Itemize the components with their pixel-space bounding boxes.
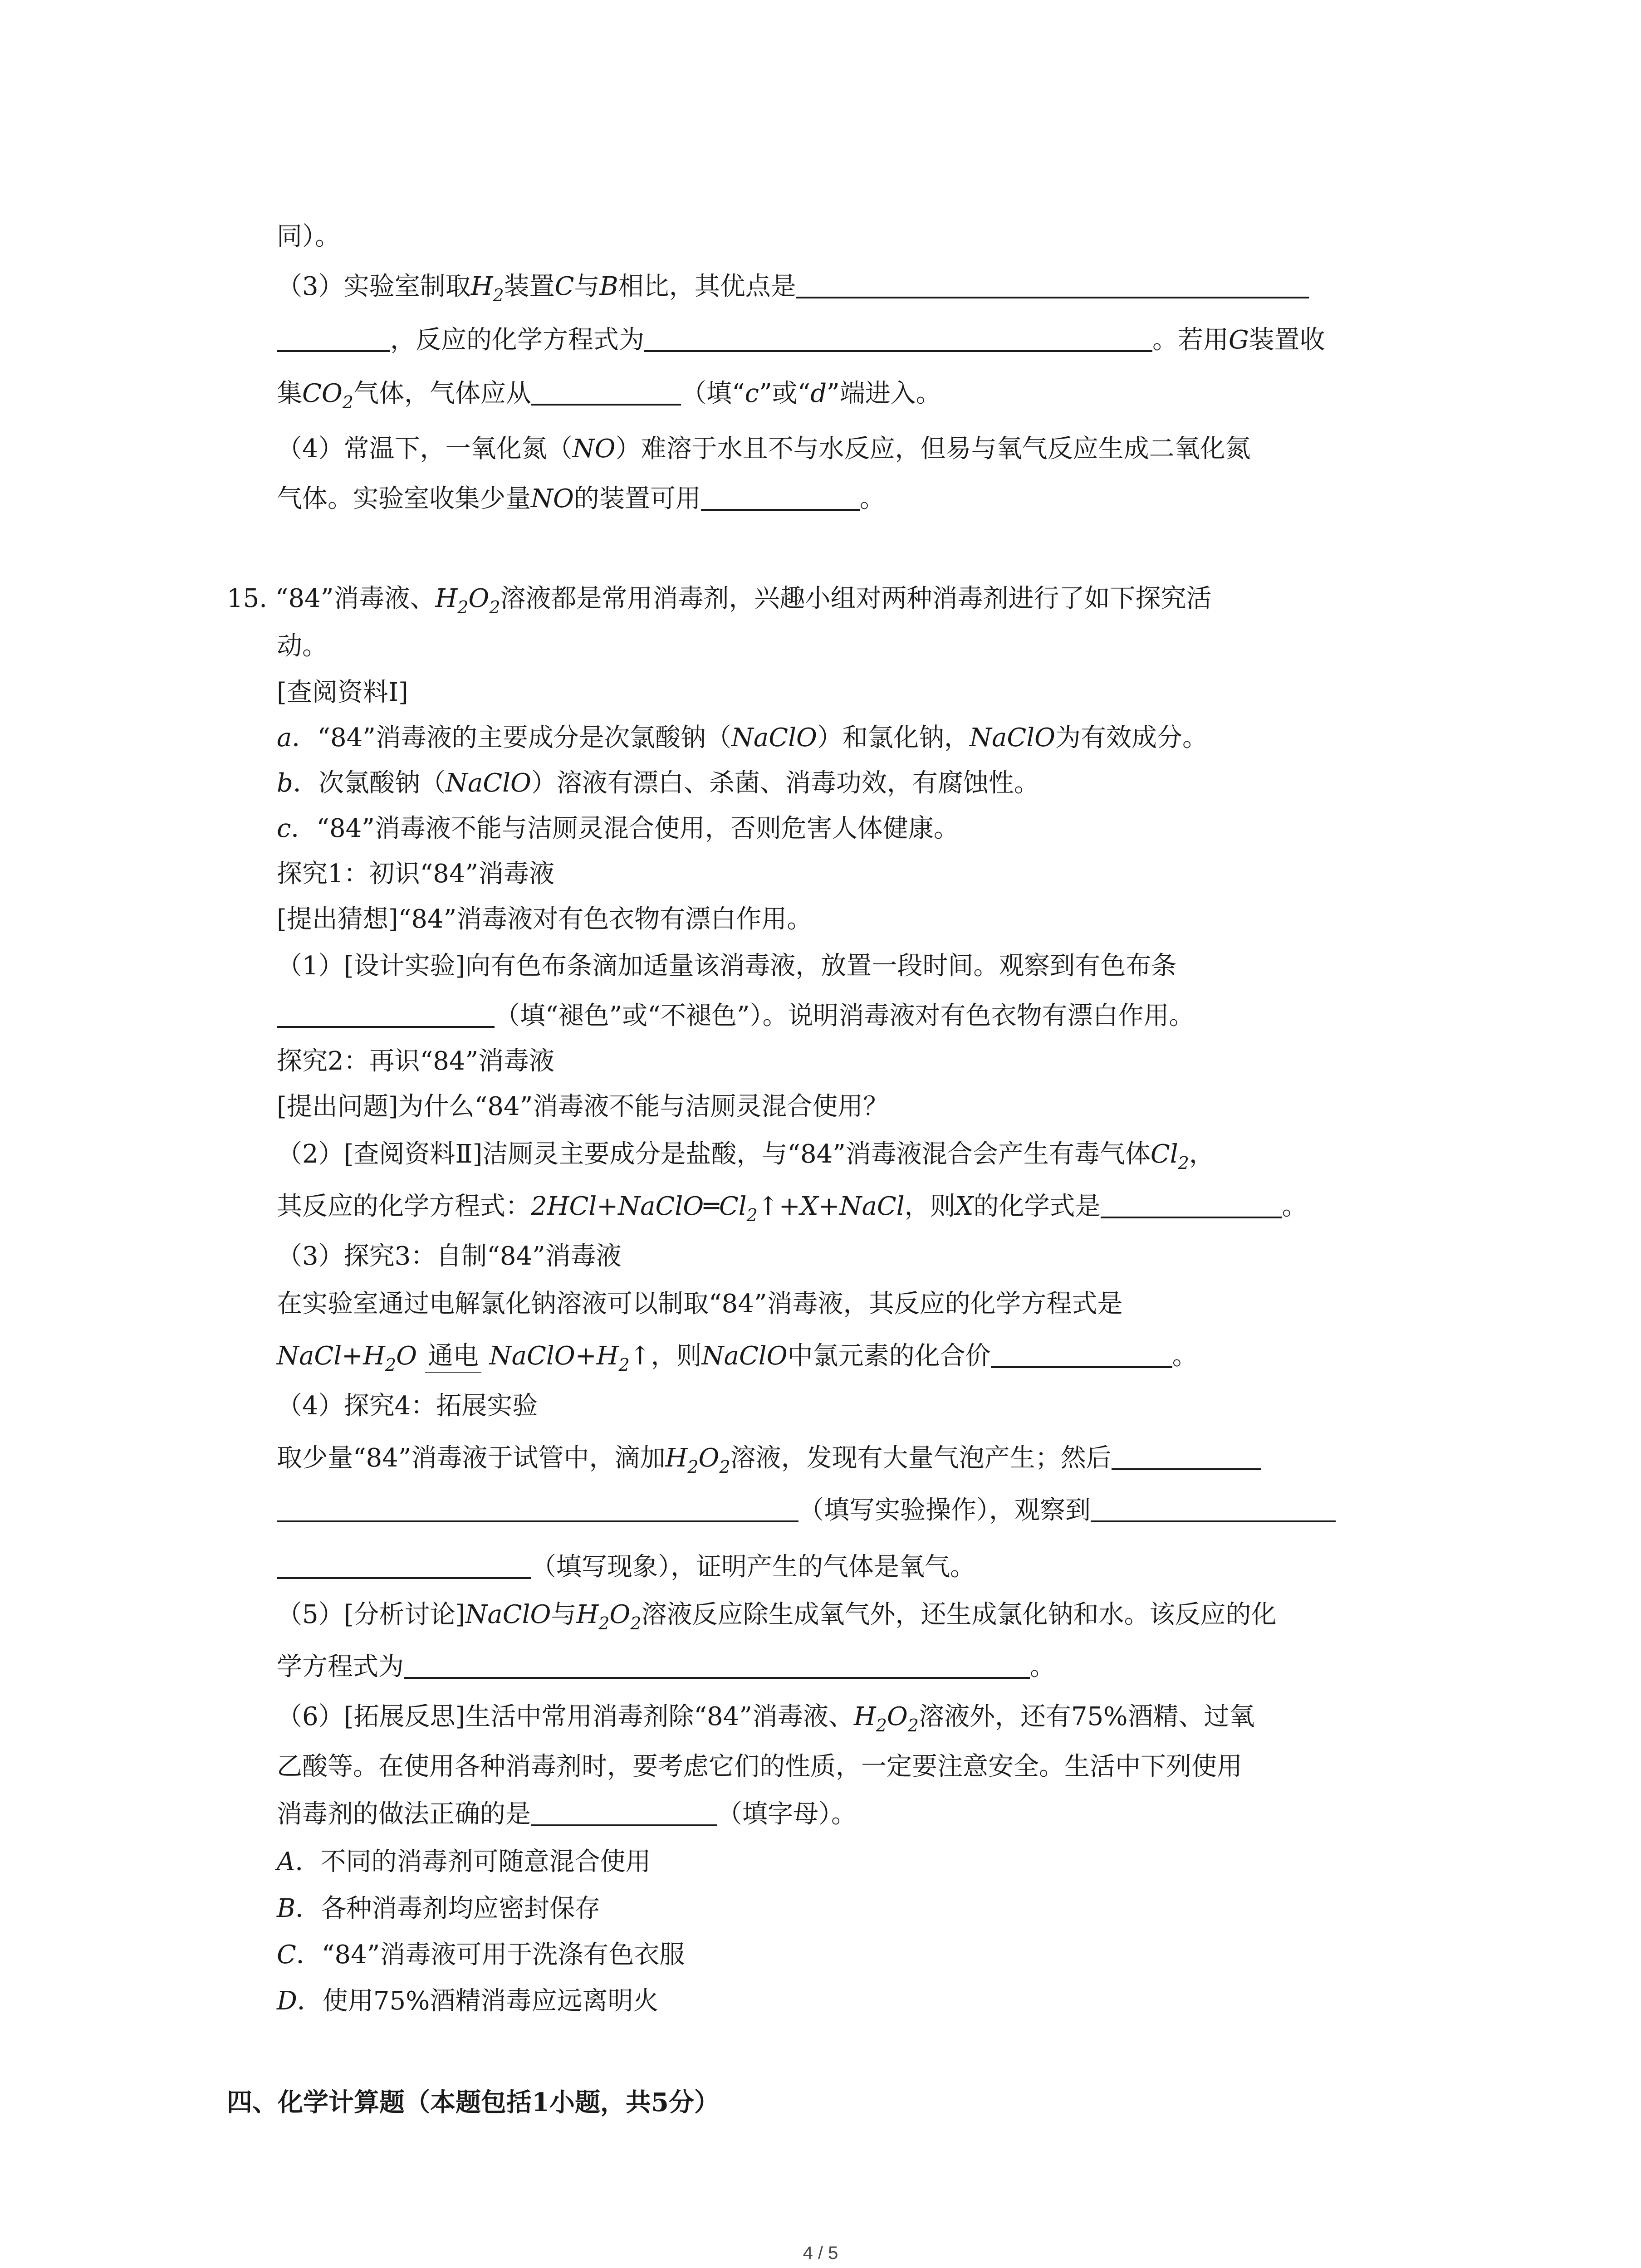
- answer-blank[interactable]: [1101, 1189, 1282, 1218]
- text-run: ，: [1189, 1139, 1215, 1169]
- text-run: B: [599, 272, 618, 301]
- text-run: 。: [1030, 1652, 1055, 1681]
- text-run: c: [277, 814, 291, 843]
- text-run: NaClO: [731, 723, 817, 753]
- text-run: （3）实验室制取: [277, 272, 471, 301]
- text-run: 的装置可用: [573, 484, 701, 513]
- answer-blank[interactable]: [1091, 1493, 1336, 1522]
- text-run: 溶液都是常用消毒剂，兴趣小组对两种消毒剂进行了如下探究活: [500, 584, 1212, 613]
- text-run: 15. “84”消毒液、: [227, 584, 436, 613]
- text-run: 溶液反应除生成氧气外，还生成氯化钠和水。该反应的化: [641, 1600, 1277, 1629]
- text-run: 集: [277, 379, 302, 408]
- text-run: 2: [342, 392, 353, 412]
- text-run: 通电: [425, 1341, 481, 1373]
- text-line: [277, 472, 1641, 526]
- answer-blank[interactable]: [277, 323, 390, 352]
- answer-blank[interactable]: [277, 1550, 531, 1579]
- text-run: NaClO: [465, 1600, 551, 1629]
- text-run: 。若用: [1152, 325, 1229, 355]
- answer-blank[interactable]: [644, 323, 1152, 352]
- text-run: X: [955, 1192, 974, 1221]
- text-line: [277, 1329, 1641, 1383]
- section-heading: [227, 2075, 1641, 2130]
- text-run: （填“褪色”或“不褪色”）。说明消毒液对有色衣物有漂白作用。: [495, 1001, 1195, 1031]
- text-run: 2: [385, 1355, 397, 1375]
- text-run: c: [745, 379, 759, 408]
- text-run: 与: [551, 1600, 577, 1629]
- text-run: ↑，则: [629, 1341, 702, 1371]
- text-run: （6）[拓展反思]生活中常用消毒剂除“84”消毒液、: [277, 1702, 854, 1731]
- text-run: NaClO+H: [489, 1341, 619, 1371]
- text-run: （2）[查阅资料Ⅱ]洁厕灵主要成分是盐酸，与“84”消毒液混合会产生有毒气体: [277, 1139, 1151, 1169]
- text-run: O: [396, 1341, 417, 1371]
- answer-blank[interactable]: [277, 999, 495, 1028]
- text-run: ．使用75%酒精消毒应远离明火: [297, 1986, 659, 2016]
- text-run: （3）探究3：自制“84”消毒液: [277, 1242, 622, 1271]
- answer-blank[interactable]: [531, 1797, 717, 1826]
- text-run: O: [887, 1702, 908, 1731]
- text-run: D: [277, 1986, 297, 2016]
- text-run: 动。: [277, 631, 328, 661]
- text-line: [277, 210, 1641, 264]
- text-run: （填“: [681, 379, 745, 408]
- text-run: （4）探究4：拓展实验: [277, 1391, 538, 1421]
- text-run: ．“84”消毒液的主要成分是次氯酸钠（: [292, 723, 731, 753]
- text-run: ．各种消毒剂均应密封保存: [295, 1894, 601, 1923]
- text-run: 。: [1172, 1341, 1198, 1371]
- text-run: [提出猜想]“84”消毒液对有色衣物有漂白作用。: [277, 904, 813, 934]
- text-run: [查阅资料Ⅰ]: [277, 678, 408, 707]
- text-run: 同）。: [277, 222, 340, 251]
- text-run: 2: [719, 1457, 730, 1477]
- answer-blank[interactable]: [991, 1339, 1172, 1368]
- text-run: ．不同的消毒剂可随意混合使用: [295, 1847, 651, 1877]
- text-run: ”端进入。: [827, 379, 941, 408]
- text-run: H: [470, 272, 493, 301]
- answer-blank[interactable]: [701, 482, 860, 511]
- answer-blank[interactable]: [531, 376, 681, 406]
- text-run: ．“84”消毒液不能与洁厕灵混合使用，否则危害人体健康。: [291, 814, 959, 843]
- text-run: 2: [1178, 1153, 1189, 1173]
- text-run: 的化学式是: [973, 1192, 1101, 1221]
- text-run: 2: [457, 597, 469, 617]
- text-run: CO: [302, 379, 343, 408]
- text-line: [277, 1540, 1641, 1594]
- text-run: 2: [687, 1457, 699, 1477]
- text-line: [277, 1431, 1641, 1486]
- text-run: 2: [746, 1205, 758, 1225]
- text-run: H: [853, 1702, 876, 1731]
- text-run: ）和氯化钠，: [817, 723, 970, 753]
- text-run: 四、化学计算题（本题包括1小题，共5分）: [227, 2087, 720, 2117]
- text-line: [277, 1690, 1641, 1744]
- text-run: ”或“: [759, 379, 811, 408]
- text-line: [277, 313, 1641, 367]
- answer-blank[interactable]: [277, 1493, 798, 1522]
- text-line: [277, 1787, 1641, 1842]
- text-line: [277, 1179, 1641, 1234]
- text-run: （4）常温下，一氧化氮（: [277, 434, 573, 464]
- text-run: C: [277, 1940, 296, 1970]
- text-run: B: [277, 1894, 296, 1923]
- text-run: 为有效成分。: [1055, 723, 1208, 753]
- text-run: a: [277, 723, 292, 753]
- text-run: 相比，其优点是: [618, 272, 796, 301]
- text-run: NaClO: [969, 723, 1056, 753]
- text-run: 装置收: [1249, 325, 1325, 355]
- text-line: [277, 1588, 1641, 1642]
- question-14-3: [277, 259, 1641, 314]
- page-number: 4 / 5: [803, 2243, 838, 2263]
- text-run: G: [1229, 325, 1249, 355]
- answer-blank[interactable]: [404, 1650, 1030, 1679]
- text-run: O: [468, 584, 490, 613]
- text-run: H: [665, 1443, 688, 1473]
- text-run: 2: [618, 1355, 630, 1375]
- text-run: 其反应的化学方程式：: [277, 1192, 531, 1221]
- text-run: ）难溶于水且不与水反应，但易与氧气反应生成二氧化氮: [615, 434, 1251, 464]
- text-run: 消毒剂的做法正确的是: [277, 1799, 531, 1829]
- text-run: 溶液，发现有大量气泡产生；然后: [730, 1443, 1112, 1473]
- text-run: H: [435, 584, 458, 613]
- text-run: 气体，气体应从: [353, 379, 531, 408]
- text-run: 乙酸等。在使用各种消毒剂时，要考虑它们的性质，一定要注意安全。生活中下列使用: [277, 1752, 1242, 1781]
- text-line: [277, 1229, 1641, 1284]
- text-run: 装置: [504, 272, 555, 301]
- text-line: [277, 1379, 1641, 1433]
- option-d: [277, 1974, 1641, 2028]
- text-run: 气体。实验室收集少量: [277, 484, 531, 513]
- text-run: O: [698, 1443, 720, 1473]
- text-run: （填字母）。: [717, 1799, 857, 1829]
- text-run: NO: [531, 484, 574, 513]
- text-run: 2: [876, 1716, 887, 1735]
- option-a: [277, 1835, 1641, 1889]
- answer-blank[interactable]: [1112, 1441, 1261, 1470]
- text-line: [277, 892, 1641, 947]
- text-run: NO: [572, 434, 616, 464]
- text-run: 。: [1282, 1192, 1308, 1221]
- text-run: ．次氯酸钠（: [293, 768, 446, 798]
- text-run: 。: [859, 484, 885, 513]
- text-run: 学方程式为: [277, 1652, 404, 1681]
- text-run: 2: [598, 1613, 610, 1633]
- text-run: 探究1：初识“84”消毒液: [277, 859, 555, 889]
- text-run: d: [810, 379, 827, 408]
- text-run: ，反应的化学方程式为: [390, 325, 644, 355]
- text-run: （填写实验操作），观察到: [798, 1496, 1091, 1525]
- text-run: 与: [574, 272, 600, 301]
- text-run: A: [277, 1847, 295, 1877]
- text-line: [277, 1483, 1641, 1538]
- question-14-4: [277, 422, 1641, 476]
- text-run: 2: [630, 1613, 642, 1633]
- text-run: （填写现象），证明产生的气体是氧气。: [531, 1552, 975, 1582]
- question-15-stem: [227, 572, 1641, 626]
- text-line: [277, 1127, 1641, 1182]
- text-run: C: [554, 272, 574, 301]
- text-run: 2: [907, 1716, 919, 1735]
- text-run: NaCl+H: [277, 1341, 385, 1371]
- text-run: b: [277, 768, 293, 798]
- text-run: 2: [493, 285, 504, 305]
- text-run: 2: [489, 597, 500, 617]
- text-run: ，则: [904, 1192, 955, 1221]
- text-run: O: [609, 1600, 631, 1629]
- text-run: 取少量“84”消毒液于试管中，滴加: [277, 1443, 666, 1473]
- text-run: 中氯元素的化合价: [787, 1341, 991, 1371]
- text-run: H: [576, 1600, 599, 1629]
- text-line: [277, 1740, 1641, 1794]
- text-run: NaClO: [701, 1341, 788, 1371]
- text-run: NaClO: [445, 768, 531, 798]
- text-run: （1）[设计实验]向有色布条滴加适量该消毒液，放置一段时间。观察到有色布条: [277, 951, 1177, 981]
- text-run: ↑+X+NaCl: [757, 1192, 905, 1221]
- text-run: 探究2：再识“84”消毒液: [277, 1046, 555, 1076]
- text-line: [277, 1640, 1641, 1694]
- text-run: ．“84”消毒液可用于洗涤有色衣服: [296, 1940, 685, 1970]
- text-line: [277, 367, 1641, 421]
- text-line: [277, 1277, 1641, 1331]
- text-run: 2HCl+NaClO═Cl: [531, 1192, 747, 1221]
- text-run: 溶液外，还有75%酒精、过氧: [918, 1702, 1255, 1731]
- text-run: 在实验室通过电解氯化钠溶液可以制取“84”消毒液，其反应的化学方程式是: [277, 1289, 1123, 1319]
- text-run: （5）[分析讨论]: [277, 1600, 465, 1629]
- text-line: [277, 1080, 1641, 1134]
- answer-blank[interactable]: [796, 269, 1309, 298]
- text-run: ）溶液有漂白、杀菌、消毒功效，有腐蚀性。: [531, 768, 1039, 798]
- text-run: [提出问题]为什么“84”消毒液不能与洁厕灵混合使用？: [277, 1092, 889, 1121]
- text-run: Cl: [1150, 1139, 1178, 1169]
- text-line: [277, 939, 1641, 993]
